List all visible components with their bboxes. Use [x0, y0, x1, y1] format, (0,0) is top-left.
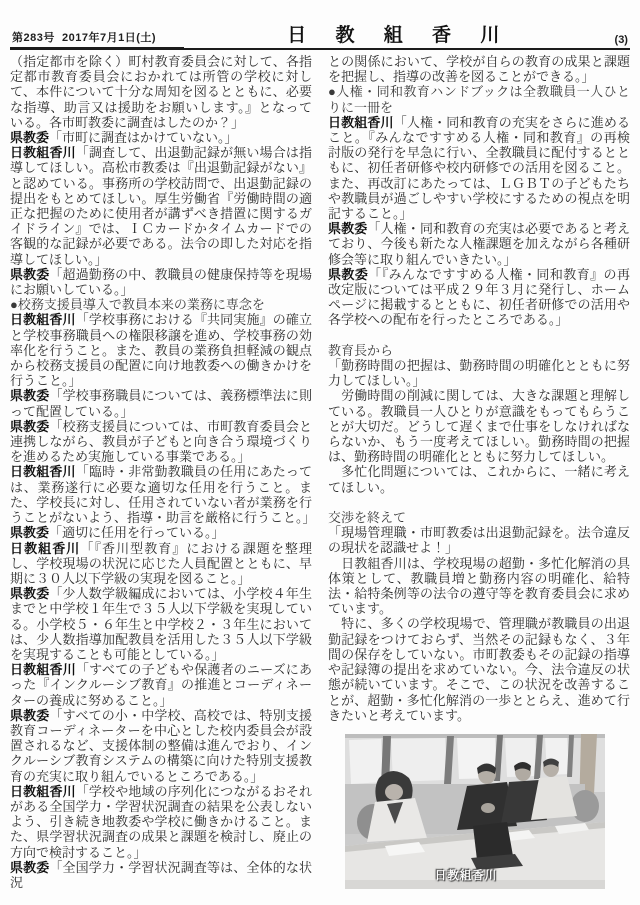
section-title: 交渉を終えて	[328, 510, 407, 526]
speaker-name: 県教委	[10, 418, 50, 434]
right-column	[328, 54, 630, 890]
paragraph: 労働時間の削減に関しては、大きな課題と理解している。教職員一人ひとりが意識をもってもらうことが大切だ。どうして遅くまで仕事をしなければならないか、もう一度考えてほしい。勤務時間の把握は、勤務時間の明確化とともに努力してほしい。	[328, 388, 630, 465]
speaker-name: 県教委	[10, 266, 50, 282]
paragraph: 県教委「校務支援員については、市町教育委員会と連携しながら、教員が子どもと向き合う環境づくりを進めるため実施している事業である。」	[10, 418, 312, 465]
speaker-name: 日教組香川	[10, 464, 76, 480]
paragraph: 日教組香川「臨時・非常勤教職員の任用にあたっては、業務遂行に必要な適切な任用を行うこと。また、学校長に対し、任用されていない者が業務を行うことがないよう、指導・助言を厳格に行うこと。」	[10, 464, 316, 526]
paragraph: （指定都市を除く）町村教育委員会に対して、各指定都市教育委員会におかれては所管の学校に対して、本件について十分な周知を図るとともに、必要な指導、助言又は援助をお願いします。』となっている。各市町教委に調査はしたのか？」	[10, 54, 312, 130]
paragraph: 県教委「すべての小・中学校、高校では、特別支援教育コーディネーターを中心とした校内委員会が設置されるなど、支援体制の整備は進んでおり、インクルーシブ教育システムの構築に向けた特別支援教育の充実に取り組んでいるところである。」	[10, 707, 312, 784]
speaker-name: 日教組香川	[10, 783, 76, 799]
speaker-name: 県教委	[10, 388, 50, 404]
issue-date: 2017年7月1日(土)	[61, 32, 157, 44]
bullet-heading: ●人権・同和教育ハンドブックは全教職員一人ひとりに一冊を	[328, 84, 630, 115]
paragraph: 日教組香川「学校事務における『共同実施』の確立と学校事務職員への権限移譲を進め、学校事務の効率化を行うこと。また、教員の業務負担軽減の観点から校務支援員の配置に向け地教委への働きかけを行うこと。」	[10, 312, 312, 389]
paragraph: 多忙化問題については、これからに、一緒に考えてほしい。	[328, 464, 630, 495]
paragraph: 「現場管理職・市町教委は出退勤記録を。法令違反の現状を認識せよ！」	[328, 525, 630, 556]
paragraph: 「勤務時間の把握は、勤務時間の明確化とともに努力してほしい。」	[328, 358, 630, 389]
section-title: 教育長から	[328, 342, 394, 358]
paragraph: 県教委「『みんなですすめる人権・同和教育』の再改定版については平成２９年３月に発行し、ホームページに掲載するとともに、初任者研修での活用や各学校への配布を行ったところである。」	[328, 266, 630, 328]
photo-caption: 日教組香川	[434, 869, 498, 882]
speaker-name: 日教組香川	[10, 540, 81, 556]
paragraph: 日教組香川「『香川型教育』における課題を整理し、学校現場の状況に応じた人員配置とともに、早期に３０人以下学級の実現を図ること。」	[10, 540, 312, 586]
page-number: (3)	[614, 34, 628, 46]
paragraph: 県教委「学校事務職員については、義務標準法に則って配置している。」	[10, 388, 312, 419]
newsletter-title: 日 教 組 香 川	[287, 25, 512, 46]
paragraph: 日教組香川「調査して、出退勤記録が無い場合は指導してほしい。高松市教委は『出退勤記録がない』と認めている。事務所の学校訪問で、出退勤記録の提出をもとめてほしい。厚生労働省『労働時間の適正な把握のために使用者が講ずべき措置に関するガイドライン』では、ＩＣカードかタイムカードでの客観的な記録が必要である。法令の即した対応を指導してほしい。」	[10, 145, 312, 267]
speaker-name: 県教委	[10, 586, 50, 602]
speaker-name: 県教委	[10, 859, 50, 875]
left-column	[10, 54, 316, 890]
page-header	[10, 26, 630, 50]
paragraph: 日教組香川は、学校現場の超勤・多忙化解消の具体策として、教職員増と勤務内容の明確化、給特法・給特条例等の法令の遵守等を教育委員会に求めています。	[328, 555, 630, 617]
speaker-name: 日教組香川	[10, 312, 76, 328]
issue-and-date	[10, 29, 184, 48]
paragraph: 県教委「人権・同和教育の充実は必要であると考えており、今後も新たな人権課題を加えながら各種研修会等に取り組んでいきたい。」	[328, 221, 630, 267]
speaker-name: 日教組香川	[10, 145, 76, 161]
article-body	[10, 54, 630, 890]
speaker-name: 日教組香川	[328, 114, 394, 130]
paragraph: 県教委「市町に調査はかけていない。」	[10, 130, 238, 146]
speaker-name: 県教委	[10, 707, 50, 723]
paragraph: 県教委「少人数学級編成においては、小学校４年生までと中学校１年生で３５人以下学級を実現している。小学校５・６年生と中学校２・３年生においては、少人数指導加配教員を活用した３５人以下学級を実現することも可能としている。」	[10, 586, 312, 662]
meeting-photo-graphic	[345, 734, 605, 889]
paragraph: 県教委「適切に任用を行っている。」	[10, 525, 225, 541]
speaker-name: 県教委	[328, 221, 368, 237]
paragraph: 県教委「超過勤務の中、教職員の健康保持等を現場にお願いしている。」	[10, 266, 312, 298]
paragraph: 日教組香川「すべての子どもや保護者のニーズにあった『インクルーシブ教育』の推進とコーディネーターの養成に努めること。」	[10, 662, 312, 708]
paragraph: 日教組香川「人権・同和教育の充実をさらに進めること。『みんなですすめる人権・同和教育』の再検討版の発行を早急に行い、全教職員に配付するとともに、初任者研修や校内研修での活用を図ること。また、再改訂にあたっては、ＬＧＢＴの子どもたちや教職員が過ごしやすい学校にするための視点を明記すること。」	[328, 114, 630, 222]
right-column-text	[328, 54, 630, 723]
speaker-name: 日教組香川	[10, 662, 76, 678]
speaker-name: 県教委	[328, 266, 369, 282]
paragraph: との関係において、学校が自らの教育の成果と課題を把握し、指導の改善を図ることができる。」	[328, 54, 630, 85]
issue-number: 第283号	[12, 32, 55, 44]
speaker-name: 県教委	[10, 525, 50, 541]
meeting-photo	[345, 734, 605, 889]
speaker-name: 県教委	[10, 130, 50, 146]
bullet-heading: ●校務支援員導入で教員本来の業務に専念を	[10, 297, 265, 313]
paragraph: 県教委「全国学力・学習状況調査等は、全体的な状況	[10, 859, 312, 890]
paragraph: 特に、多くの学校現場で、管理職が教職員の出退勤記録をつけておらず、当然その記録もなく、３年間の保存をしていない。市町教委もその記録の指導や記録簿の提出を求めていない。今、法令違反の状態が続いています。そこで、この状況を改善することが、超勤・多忙化解消の一歩ととらえ、進めて行きたいと考えています。	[328, 616, 630, 723]
paragraph: 日教組香川「学校や地域の序列化につながるおそれがある全国学力・学習状況調査の結果を公表しないよう、引き続き地教委や学校に働きかけること。また、県学習状況調査の成果と課題を検討し、廃止の方向で検討すること。」	[10, 783, 312, 860]
